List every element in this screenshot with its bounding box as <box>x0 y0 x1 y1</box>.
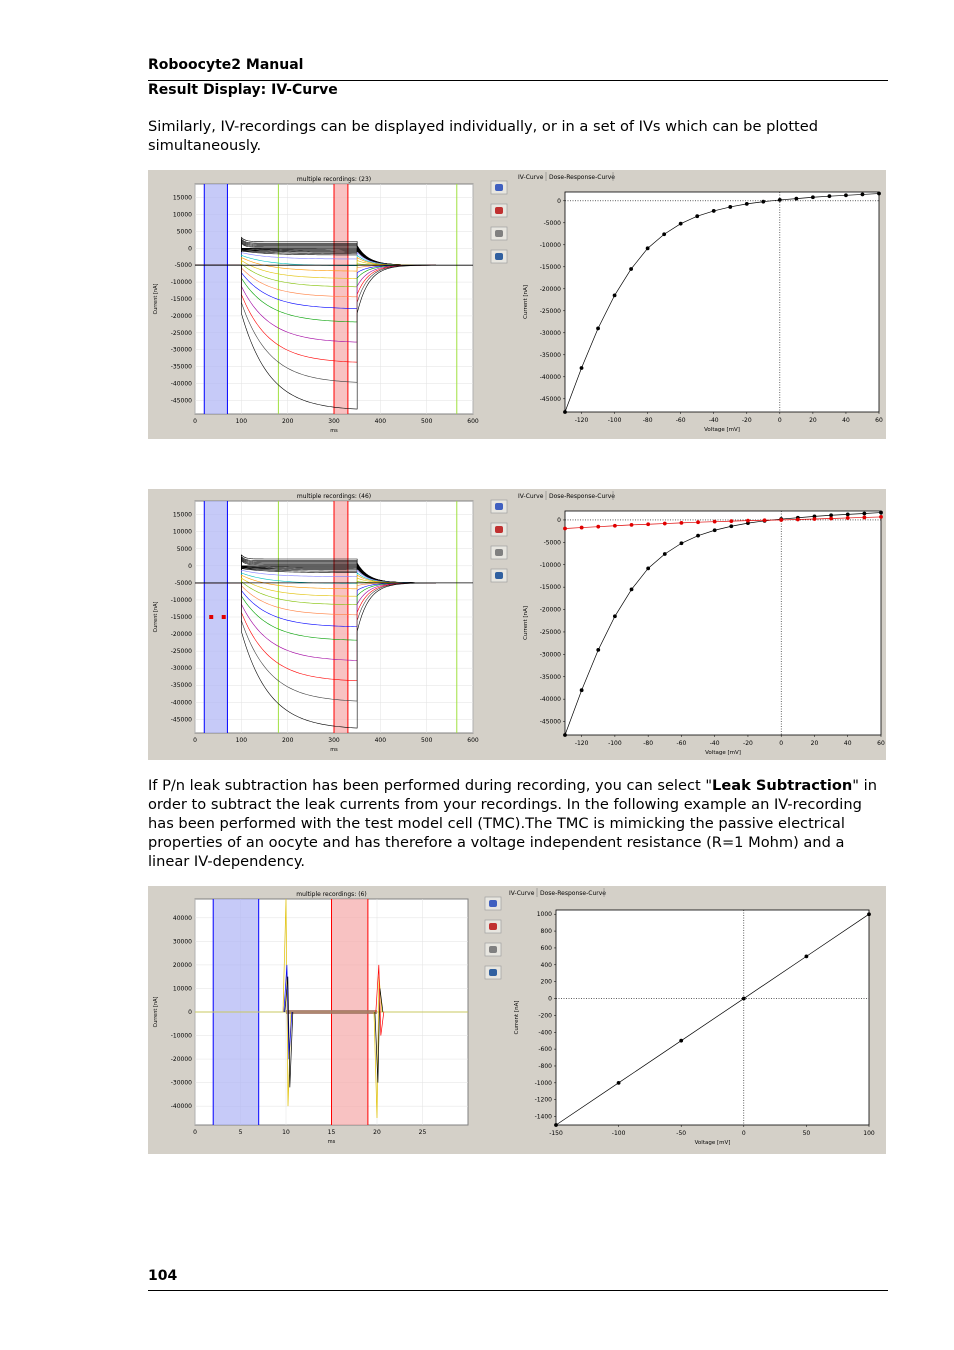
x-tick-label: 500 <box>420 418 433 425</box>
y-tick-label: 0 <box>188 1009 192 1016</box>
y-tick-label: -45000 <box>170 716 192 724</box>
y-tick-label: -10000 <box>170 279 192 287</box>
y-tick-label: -35000 <box>539 673 561 681</box>
reset-icon-glyph <box>495 526 503 533</box>
x-tick-label: 100 <box>863 1130 875 1137</box>
iv-data-point <box>713 528 717 532</box>
x-tick-label: 0 <box>779 740 784 747</box>
x-tick-label: 0 <box>741 1130 746 1137</box>
figure-iv-46 <box>148 489 886 760</box>
iv-data-point <box>846 512 850 516</box>
x-tick-label: -150 <box>549 1130 563 1137</box>
y-tick-label: -30000 <box>170 1079 192 1087</box>
iv-data-point <box>729 524 733 528</box>
figure-svg <box>148 886 886 1154</box>
channels-icon[interactable] <box>491 250 507 263</box>
y-tick-label: -5000 <box>174 579 192 587</box>
plot-area <box>565 511 881 735</box>
leak-data-point <box>729 519 733 523</box>
y-tick-label: -200 <box>538 1012 552 1020</box>
x-tick-label: -100 <box>608 740 622 747</box>
x-axis-label: Voltage [mV] <box>704 427 740 433</box>
leak-marker <box>222 615 226 619</box>
x-tick-label: -20 <box>743 740 753 747</box>
y-tick-label: -10000 <box>539 241 561 249</box>
y-axis-label: Current [nA] <box>153 601 159 633</box>
y-tick-label: -20000 <box>539 285 561 293</box>
reset-icon-glyph <box>495 207 503 214</box>
tab-dose-response[interactable]: Dose-Response-Curve <box>540 890 606 897</box>
iv-data-point <box>745 202 749 206</box>
y-tick-label: -40000 <box>539 696 561 704</box>
iv-data-point <box>805 954 809 958</box>
y-tick-label: -800 <box>538 1062 552 1070</box>
y-tick-label: -15000 <box>539 584 561 592</box>
fit-icon[interactable] <box>485 943 501 956</box>
leak-data-point <box>713 520 717 524</box>
tab-iv-curve[interactable]: IV-Curve <box>518 493 544 500</box>
leak-data-point <box>846 516 850 520</box>
y-tick-label: 30000 <box>172 938 192 946</box>
y-tick-label: -600 <box>538 1046 552 1054</box>
reset-icon[interactable] <box>485 920 501 933</box>
leak-paragraph <box>148 776 888 871</box>
x-tick-label: 40 <box>842 417 850 424</box>
zoom-icon-glyph <box>489 900 497 907</box>
leak-data-point <box>796 518 800 522</box>
y-tick-label: 15000 <box>172 511 192 519</box>
iv-data-point <box>696 534 700 538</box>
x-tick-label: 50 <box>802 1130 811 1137</box>
y-axis-label: Current [nA] <box>523 285 529 319</box>
leak-data-point <box>862 516 866 520</box>
leak-data-point <box>663 522 667 526</box>
leak-data-point <box>746 519 750 523</box>
y-axis-label: Current [nA] <box>153 996 159 1028</box>
y-tick-label: 10000 <box>172 985 192 993</box>
leak-data-point <box>813 517 817 521</box>
iv-data-point <box>613 614 617 618</box>
y-tick-label: 1000 <box>536 911 552 919</box>
x-axis-label: Voltage [mV] <box>705 750 741 756</box>
leak-data-point <box>763 518 767 522</box>
y-tick-label: -5000 <box>543 539 561 547</box>
y-tick-label: 5000 <box>176 228 192 236</box>
y-tick-label: -25000 <box>170 648 192 656</box>
iv-data-point <box>646 246 650 250</box>
iv-data-point <box>742 997 746 1001</box>
iv-data-point <box>596 648 600 652</box>
y-tick-label: -20000 <box>539 606 561 614</box>
red-region <box>334 501 348 733</box>
plot-title: multiple recordings: (46) <box>296 493 372 500</box>
x-tick-label: -80 <box>642 417 653 424</box>
x-tick-label: 60 <box>877 740 885 747</box>
y-tick-label: 20000 <box>172 961 192 969</box>
y-tick-label: -1200 <box>534 1096 552 1104</box>
y-tick-label: -10000 <box>170 1032 192 1040</box>
y-tick-label: 15000 <box>172 194 192 202</box>
y-tick-label: 0 <box>188 562 192 570</box>
page-number: 104 <box>148 1268 178 1284</box>
x-tick-label: -40 <box>708 417 719 424</box>
figure-iv-6 <box>148 886 886 1154</box>
tab-dose-response[interactable]: Dose-Response-Curve <box>549 493 615 500</box>
iv-data-point <box>778 198 782 202</box>
x-tick-label: 400 <box>374 737 387 744</box>
iv-data-point <box>877 192 881 196</box>
y-tick-label: 800 <box>540 928 552 936</box>
fit-icon[interactable] <box>491 227 507 240</box>
fit-icon-glyph <box>495 230 503 237</box>
x-tick-label: 20 <box>373 1129 381 1136</box>
y-tick-label: 0 <box>188 245 192 253</box>
y-tick-label: -30000 <box>170 665 192 673</box>
x-tick-label: 60 <box>875 417 883 424</box>
x-tick-label: 300 <box>328 737 340 744</box>
y-tick-label: -35000 <box>170 363 192 371</box>
red-region <box>334 184 348 414</box>
iv-data-point <box>811 195 815 199</box>
y-tick-label: 0 <box>557 516 561 524</box>
x-axis-label: ms <box>330 428 338 434</box>
x-tick-label: -50 <box>676 1130 687 1137</box>
leak-marker <box>209 615 213 619</box>
iv-data-point <box>596 327 600 331</box>
intro-paragraph: Similarly, IV-recordings can be displayed individually, or in a set of IVs which can be plotted simultaneously. <box>148 118 819 154</box>
x-tick-label: 15 <box>327 1129 336 1136</box>
fit-icon-glyph <box>489 946 497 953</box>
leak-text-2: " in order to subtract the leak currents from your recordings. In the following example an IV-recording has been performed with the test model cell (TMC).The TMC is mimicking the passive electrical properties of an oocyte and has therefore a voltage independent resistance (R=1 Mohm) and a linear IV-dependency. <box>148 777 877 870</box>
manual-title: Roboocyte2 Manual <box>148 57 304 73</box>
y-tick-label: 40000 <box>172 914 192 922</box>
reset-icon-glyph <box>489 923 497 930</box>
y-tick-label: -20000 <box>170 1056 192 1064</box>
y-tick-label: -15000 <box>170 296 192 303</box>
zoom-icon-glyph <box>495 503 503 510</box>
y-tick-label: -40000 <box>170 1103 192 1111</box>
figure-svg <box>148 170 886 439</box>
leak-data-point <box>580 526 584 530</box>
y-tick-label: -400 <box>538 1029 552 1037</box>
plot-title: multiple recordings: (23) <box>296 176 372 183</box>
y-tick-label: -1400 <box>534 1113 552 1121</box>
x-tick-label: 200 <box>281 737 294 744</box>
x-tick-label: 500 <box>420 737 433 744</box>
iv-data-point <box>844 193 848 197</box>
x-tick-label: -100 <box>611 1130 626 1137</box>
y-tick-label: -45000 <box>170 397 192 405</box>
x-tick-label: 5 <box>238 1129 243 1136</box>
channels-icon[interactable] <box>485 966 501 979</box>
trace-band <box>286 1010 377 1014</box>
footer-rule <box>148 1290 888 1291</box>
x-tick-label: -100 <box>607 417 622 424</box>
x-tick-label: 40 <box>843 740 852 747</box>
iv-data-point <box>563 733 567 737</box>
iv-data-point <box>712 209 716 213</box>
leak-data-point <box>879 515 883 519</box>
y-tick-label: -10000 <box>539 561 561 569</box>
y-tick-label: -40000 <box>539 373 561 381</box>
x-tick-label: 10 <box>282 1129 290 1136</box>
leak-data-point <box>563 527 567 531</box>
y-axis-label: Current [nA] <box>523 606 529 640</box>
iv-data-point <box>761 200 765 204</box>
leak-data-point <box>646 522 650 526</box>
x-tick-label: 0 <box>193 737 197 744</box>
y-tick-label: -25000 <box>170 329 192 337</box>
x-tick-label: -60 <box>675 417 686 424</box>
channels-icon-glyph <box>495 572 503 579</box>
leak-subtraction-term: Leak Subtraction <box>712 777 853 794</box>
leak-data-point <box>829 517 833 521</box>
x-tick-label: 25 <box>418 1129 427 1136</box>
iv-data-point <box>617 1081 621 1085</box>
y-tick-label: 0 <box>557 197 561 205</box>
iv-data-point <box>679 222 683 226</box>
iv-data-point <box>563 410 567 414</box>
x-axis-label: ms <box>327 1139 336 1145</box>
figure-iv-23 <box>148 170 886 439</box>
iv-data-point <box>867 912 871 916</box>
iv-data-point <box>580 366 584 370</box>
x-tick-label: -120 <box>574 740 589 747</box>
channels-icon-glyph <box>489 969 497 976</box>
tab-dose-response[interactable]: Dose-Response-Curve <box>549 174 615 181</box>
y-tick-label: 10000 <box>172 211 192 219</box>
leak-data-point <box>630 523 634 527</box>
reset-icon[interactable] <box>491 204 507 217</box>
plot-area <box>556 910 869 1125</box>
leak-data-point <box>596 525 600 529</box>
leak-data-point <box>696 520 700 524</box>
y-tick-label: -45000 <box>539 395 561 403</box>
y-tick-label: 400 <box>540 961 552 969</box>
iv-data-point <box>662 232 666 236</box>
y-tick-label: -15000 <box>539 263 561 271</box>
y-tick-label: -30000 <box>539 329 561 337</box>
iv-data-point <box>630 588 634 592</box>
fit-icon-glyph <box>495 549 503 556</box>
iv-data-point <box>580 688 584 692</box>
iv-data-point <box>554 1123 558 1127</box>
iv-data-point <box>695 214 699 218</box>
y-tick-label: -40000 <box>170 699 192 707</box>
iv-data-point <box>679 1039 683 1043</box>
x-tick-label: -80 <box>643 740 654 747</box>
y-tick-label: -15000 <box>170 614 192 621</box>
y-tick-label: -5000 <box>174 262 192 270</box>
zoom-icon[interactable] <box>491 181 507 194</box>
y-axis-label: Current [nA] <box>514 1000 520 1035</box>
x-tick-label: 300 <box>328 418 340 425</box>
header-rule <box>148 80 888 81</box>
x-tick-label: 200 <box>281 418 294 425</box>
x-tick-label: 100 <box>235 418 248 425</box>
zoom-icon[interactable] <box>485 897 501 910</box>
x-tick-label: 0 <box>193 418 197 425</box>
x-tick-label: 600 <box>467 737 479 744</box>
x-tick-label: -120 <box>574 417 589 424</box>
figure-svg <box>148 489 886 760</box>
x-tick-label: -20 <box>741 417 752 424</box>
x-tick-label: 0 <box>193 1129 197 1136</box>
x-axis-label: ms <box>330 747 338 753</box>
y-tick-label: -30000 <box>170 346 192 354</box>
plot-area <box>565 192 879 412</box>
y-tick-label: -35000 <box>170 682 192 690</box>
leak-text-1: If P/n leak subtraction has been performed during recording, you can select " <box>148 777 713 794</box>
leak-data-point <box>680 521 684 525</box>
channels-icon-glyph <box>495 253 503 260</box>
x-tick-label: 20 <box>810 740 819 747</box>
y-tick-label: 10000 <box>172 528 192 536</box>
y-tick-label: -25000 <box>539 307 561 315</box>
x-tick-label: -40 <box>709 740 720 747</box>
iv-data-point <box>862 512 866 516</box>
section-title: Result Display: IV-Curve <box>148 82 338 98</box>
tab-iv-curve[interactable]: IV-Curve <box>518 174 544 181</box>
x-tick-label: 20 <box>809 417 817 424</box>
zoom-icon-glyph <box>495 184 503 191</box>
channels-icon[interactable] <box>491 569 507 582</box>
y-tick-label: -1000 <box>534 1079 552 1087</box>
iv-data-point <box>861 193 865 197</box>
y-tick-label: -35000 <box>539 351 561 359</box>
x-tick-label: 0 <box>777 417 782 424</box>
blue-region <box>204 184 227 414</box>
iv-data-point <box>613 294 617 298</box>
y-tick-label: -30000 <box>539 651 561 659</box>
y-tick-label: -5000 <box>543 219 561 227</box>
iv-data-point <box>629 267 633 271</box>
y-tick-label: -45000 <box>539 718 561 726</box>
iv-data-point <box>728 205 732 209</box>
fit-icon[interactable] <box>491 546 507 559</box>
y-axis-label: Current [nA] <box>153 283 159 315</box>
tab-iv-curve[interactable]: IV-Curve <box>509 890 535 897</box>
zoom-icon[interactable] <box>491 500 507 513</box>
y-tick-label: -20000 <box>170 631 192 639</box>
iv-data-point <box>680 541 684 545</box>
y-tick-label: -10000 <box>170 596 192 604</box>
y-tick-label: 5000 <box>176 545 192 553</box>
y-tick-label: -40000 <box>170 380 192 388</box>
y-tick-label: 200 <box>540 978 552 986</box>
y-tick-label: 600 <box>540 944 552 952</box>
iv-data-point <box>646 566 650 570</box>
y-tick-label: -20000 <box>170 312 192 320</box>
x-axis-label: Voltage [mV] <box>694 1140 731 1146</box>
x-tick-label: 600 <box>467 418 479 425</box>
x-tick-label: 400 <box>374 418 387 425</box>
iv-data-point <box>663 552 667 556</box>
reset-icon[interactable] <box>491 523 507 536</box>
iv-data-point <box>879 511 883 515</box>
x-tick-label: 100 <box>235 737 248 744</box>
iv-data-point <box>828 194 832 198</box>
leak-data-point <box>779 518 783 522</box>
plot-title: multiple recordings: (6) <box>296 891 367 898</box>
iv-data-point <box>794 197 798 201</box>
leak-data-point <box>613 524 617 528</box>
y-tick-label: -25000 <box>539 628 561 636</box>
x-tick-label: -60 <box>676 740 687 747</box>
y-tick-label: 0 <box>548 995 552 1003</box>
